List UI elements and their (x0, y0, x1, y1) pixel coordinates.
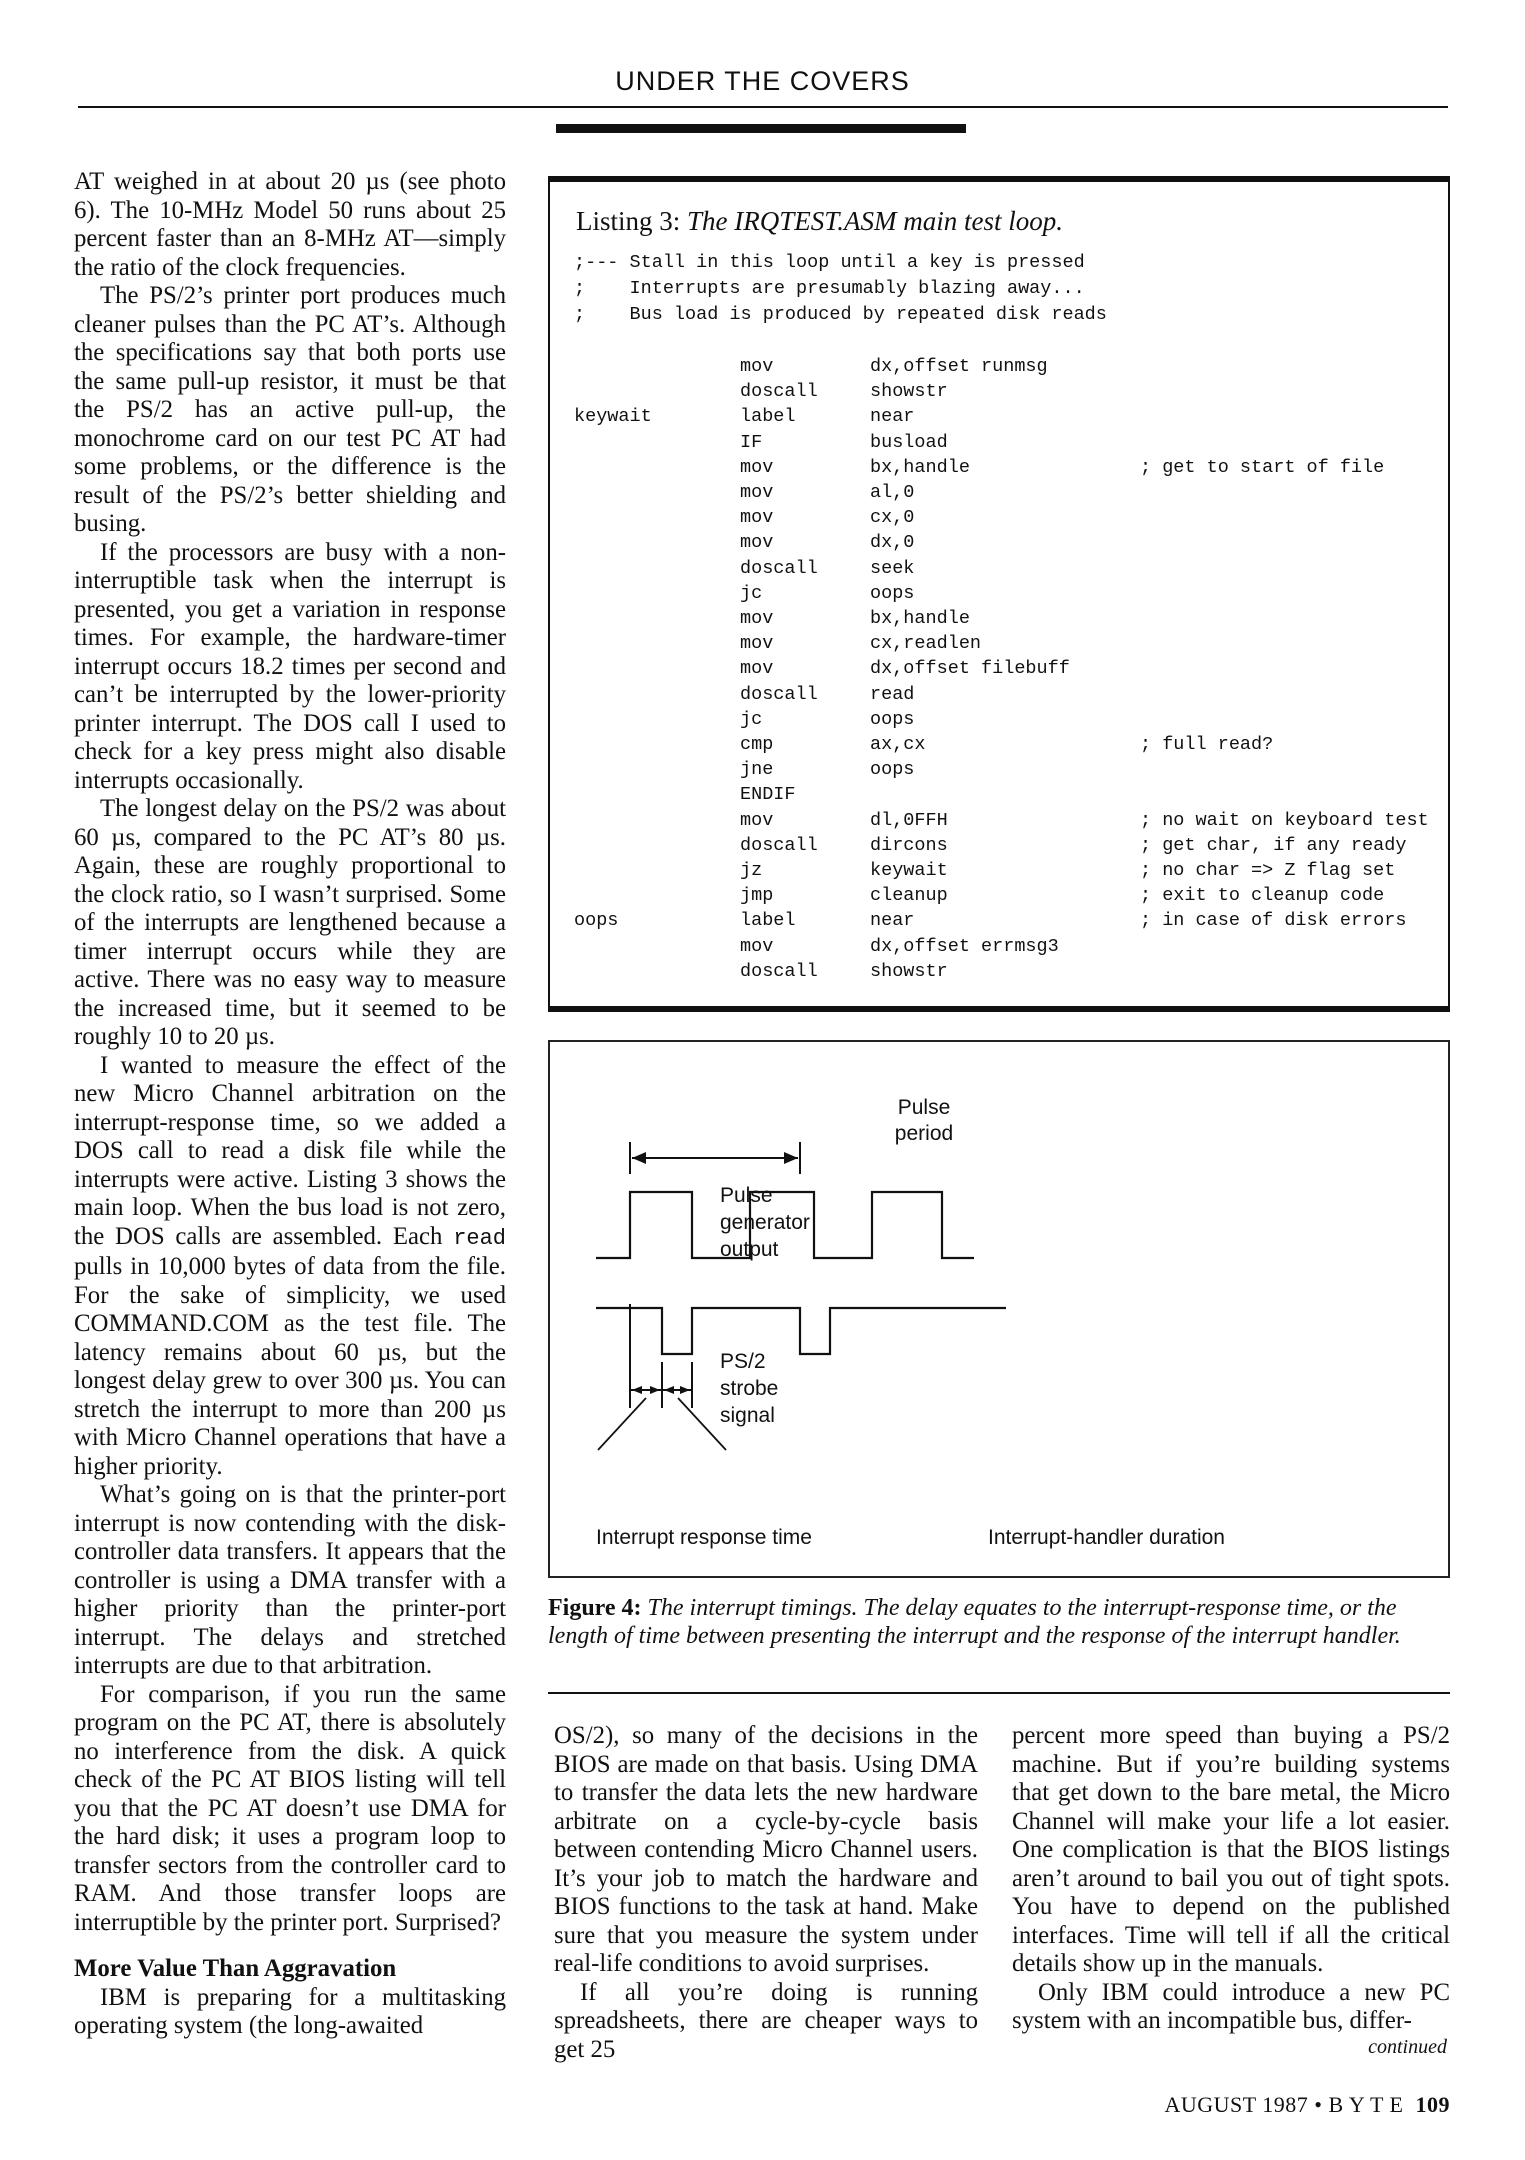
paragraph: What’s going on is that the printer-port interrupt is now contending with the disk-controller data transfers. It appears that the controller is using a DMA transfer with a higher priority than the printer-port interrupt. The delays and stretched interrupts are due to that arbitration. (74, 1481, 506, 1679)
paragraph: The PS/2’s printer port produces much cleaner pulses than the PC AT’s. Although the specifications say that both ports use the same pull-up resistor, it must be that the PS/2 has an active pull-up, the monochrome card on our test PC AT had some problems, or the difference is the result of the PS/2’s better shielding and busing. (74, 282, 506, 537)
listing-operand: showstr (870, 381, 948, 403)
listing-comment-line: ;--- Stall in this loop until a key is pressed (574, 252, 1085, 273)
paragraph: The longest delay on the PS/2 was about 60 µs, compared to the PC AT’s 80 µs. Again, these are roughly proportional to the clock ratio, so I wasn’t surprised. Some of the interrupts are lengthened because a timer interrupt occurs while they are active. There was no easy way to measure the increased time, but it seemed to be roughly 10 to 20 µs. (74, 795, 506, 1050)
listing-operand: oops (870, 708, 915, 730)
listing-opcode: doscall (740, 834, 818, 856)
strobe-label-1: PS/2 (720, 1350, 766, 1373)
listing-comment: ; no wait on keyboard test (1140, 809, 1429, 831)
listing-comment: ; exit to cleanup code (1140, 885, 1385, 907)
listing-comment: ; get char, if any ready (1140, 834, 1407, 856)
pulse-period-label-2: period (894, 1122, 954, 1145)
listing-opcode: jc (740, 708, 763, 730)
listing-opcode: mov (740, 507, 774, 529)
paragraph (74, 1052, 506, 1482)
listing-opcode: doscall (740, 683, 818, 705)
listing-operand: dx,offset filebuff (870, 658, 1070, 680)
listing-comment: ; no char => Z flag set (1140, 860, 1396, 881)
listing-opcode: IF (740, 431, 763, 453)
listing-operand: near (870, 910, 915, 932)
strobe-label-3: signal (720, 1404, 775, 1427)
page-number: 109 (1415, 2092, 1450, 2117)
paragraph: percent more speed than buying a PS/2 machine. But if you’re building systems that get down to the bare metal, the Micro Channel will make your life a lot easier. One complication is that the BIOS listings aren’t around to bail you out of tight spots. You have to depend on the published interfaces. Time will tell if all the critical details show up in the manuals. (1012, 1722, 1450, 1977)
timing-diagram (550, 1042, 1448, 1576)
listing-operand: oops (870, 582, 915, 604)
listing-label: oops (574, 910, 619, 932)
listing-opcode: mov (740, 935, 774, 957)
listing-opcode: jne (740, 759, 774, 781)
issue-date: AUGUST 1987 (1164, 2092, 1309, 2117)
listing-opcode: label (740, 406, 796, 428)
listing-opcode: jmp (740, 885, 774, 907)
handler-arrowhead-left (664, 1386, 674, 1394)
page-footer (1164, 2092, 1450, 2118)
listing-comment: ; in case of disk errors (1140, 910, 1407, 932)
listing-operand: dircons (870, 834, 948, 856)
listing-opcode: label (740, 910, 796, 932)
listing-opcode: mov (740, 456, 774, 478)
listing-operand: seek (870, 557, 915, 579)
listing-opcode: doscall (740, 557, 818, 579)
caption-rule (548, 1692, 1450, 1694)
strobe-waveform (596, 1308, 1006, 1354)
listing-opcode: ENDIF (740, 784, 796, 806)
listing-comment: ; full read? (1140, 734, 1274, 755)
handler-arrowhead-right (680, 1386, 690, 1394)
listing-opcode: jc (740, 582, 763, 604)
pulse-period-label-1: Pulse (897, 1096, 951, 1119)
listing-operand: keywait (870, 860, 948, 881)
listing-operand: dx,0 (870, 532, 915, 554)
listing-opcode: cmp (740, 734, 774, 755)
figure-caption-text: The interrupt timings. The delay equates to the interrupt-response time, or the length of time between presenting the interrupt and the response of the interrupt handler. (548, 1595, 1401, 1649)
period-arrowhead-left (632, 1152, 646, 1164)
header-rule (78, 106, 1448, 108)
response-leader-line (598, 1398, 646, 1450)
text-run: pulls in 10,000 bytes of data from the file. For the sake of simplicity, we used COMMAND.COM as the test file. The latency remains about 60 µs, but the longest delay grew to over 300 µs. You can stretch the interrupt to more than 200 µs with Micro Channel operations that have a higher priority. (74, 1253, 506, 1480)
listing-operand: cx,0 (870, 507, 915, 529)
listing-label: Listing 3: (576, 206, 681, 236)
listing-operand: dx,offset runmsg (870, 356, 1048, 377)
section-header: UNDER THE COVERS (615, 66, 910, 96)
listing-operand: cleanup (870, 885, 948, 907)
listing-operand: cx,readlen (870, 633, 982, 655)
right-column (1012, 1722, 1450, 2036)
left-column (74, 168, 506, 2041)
generator-label-3: output (720, 1238, 779, 1261)
response-arrowhead-left (632, 1386, 642, 1394)
generator-label-2: generator (720, 1211, 810, 1234)
listing-opcode: mov (740, 658, 774, 680)
listing-operand: bx,handle (870, 456, 970, 478)
generator-label-1: Pulse (720, 1184, 773, 1207)
listing-opcode: mov (740, 608, 774, 629)
paragraph: IBM is preparing for a multitasking operating system (the long-awaited (74, 1983, 506, 2039)
response-time-label: Interrupt response time (596, 1526, 812, 1549)
paragraph: If the processors are busy with a non-interruptible task when the interrupt is presented, you get a variation in response times. For example, the hardware-timer interrupt occurs 18.2 times per second and can’t be interrupted by the lower-priority printer interrupt. The DOS call I used to check for a key press might also disable interrupts occasionally. (74, 538, 506, 794)
paragraph: For comparison, if you run the same program on the PC AT, there is absolutely no interference from the disk. A quick check of the PC AT BIOS listing will tell you that the PC AT doesn’t use DMA for the hard disk; it uses a program loop to transfer sectors from the controller card to RAM. And those transfer loops are interruptible by the printer port. Surprised? (74, 1680, 506, 1936)
listing-opcode: doscall (740, 381, 818, 403)
subheading: More Value Than Aggravation (74, 1955, 397, 1982)
listing-operand: ax,cx (870, 734, 926, 755)
listing-opcode: mov (740, 356, 774, 377)
listing-operand: read (870, 683, 915, 705)
paragraph: Only IBM could introduce a new PC system with an incompatible bus, differ- (1012, 1978, 1450, 2034)
listing-opcode: mov (740, 633, 774, 655)
figure-label: Figure 4: (548, 1595, 642, 1621)
period-arrowhead-right (784, 1152, 798, 1164)
listing-operand: near (870, 406, 915, 428)
listing-operand: busload (870, 431, 948, 453)
paragraph: If all you’re doing is running spreadsheets, there are cheaper ways to get 25 (554, 1978, 978, 2063)
listing-opcode: mov (740, 809, 774, 831)
listing-opcode: mov (740, 532, 774, 554)
listing-comment: ; get to start of file (1140, 456, 1385, 478)
listing-label: keywait (574, 406, 652, 428)
listing-title (576, 206, 1063, 237)
listing-opcode: mov (740, 482, 774, 503)
listing-opcode: jz (740, 860, 763, 881)
text-run: I wanted to measure the effect of the new Micro Channel arbitration on the interrupt-response time, so we added a DOS call to read a disk file while the interrupts were active. Listing 3 shows the main loop. When the bus load is not zero, the DOS calls are assembled. Each (74, 1051, 506, 1250)
listing-operand: al,0 (870, 482, 915, 503)
listing-operand: dl,0FFH (870, 809, 948, 831)
response-arrowhead-right (650, 1386, 660, 1394)
paragraph: OS/2), so many of the decisions in the BIOS are made on that basis. Using DMA to transfer the data lets the new hardware arbitrate on a cycle-by-cycle basis between contending Micro Channel users. It’s your job to match the hardware and BIOS functions to the task at hand. Make sure that you measure the system under real-life conditions to avoid surprises. (554, 1722, 978, 1977)
handler-leader-line (678, 1398, 726, 1450)
listing-opcode: doscall (740, 960, 818, 982)
figure-caption (548, 1594, 1450, 1650)
continued-label: continued (1368, 2036, 1447, 2058)
listing-operand: oops (870, 759, 915, 781)
footer-separator: • (1314, 2092, 1323, 2117)
listing-comment-line: ; Bus load is produced by repeated disk reads (574, 304, 1107, 325)
strobe-label-2: strobe (720, 1377, 779, 1400)
magazine-name: B Y T E (1328, 2092, 1404, 2117)
listing-operand: dx,offset errmsg3 (870, 935, 1059, 957)
listing-operand: showstr (870, 960, 948, 982)
handler-duration-label: Interrupt-handler duration (988, 1526, 1225, 1549)
middle-column (554, 1722, 978, 2064)
listing-title-text: The IRQTEST.ASM main test loop. (687, 206, 1063, 236)
listing-comment-line: ; Interrupts are presumably blazing away... (574, 278, 1085, 299)
paragraph: AT weighed in at about 20 µs (see photo 6). The 10-MHz Model 50 runs about 25 percent faster than an 8-MHz AT—simply the ratio of the clock frequencies. (74, 168, 506, 281)
listing-operand: bx,handle (870, 608, 970, 629)
inline-code: read (453, 1225, 506, 1251)
header-bar (556, 124, 966, 133)
